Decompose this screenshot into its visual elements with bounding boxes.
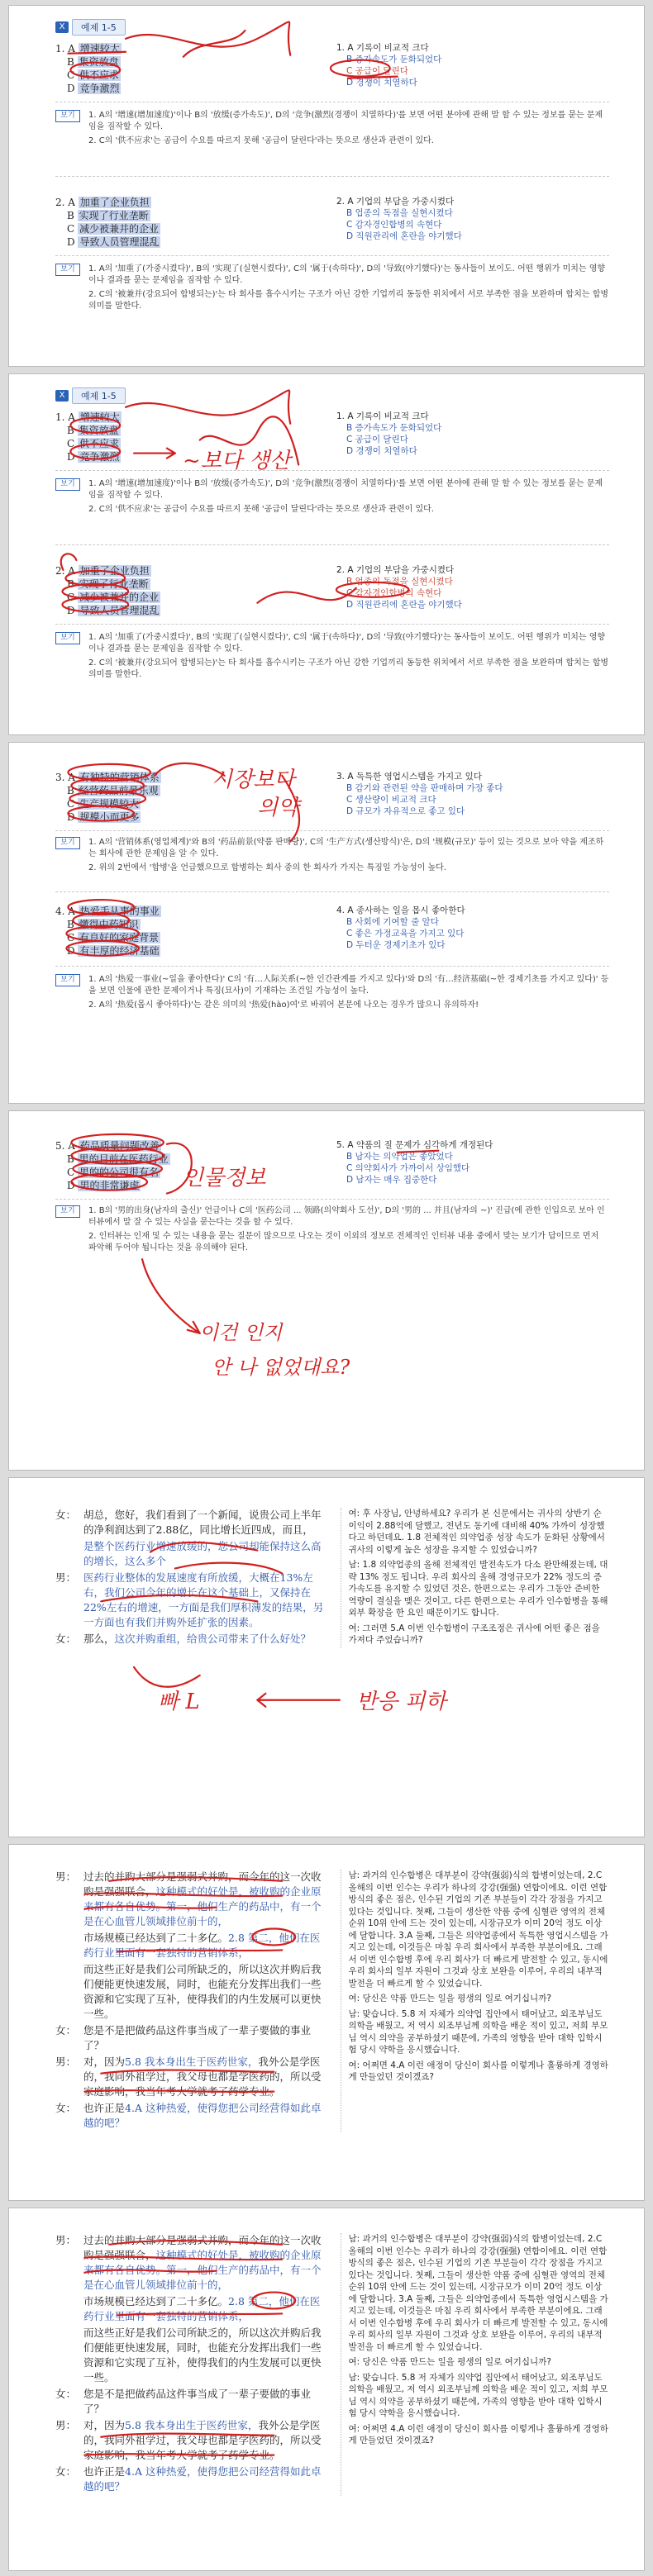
note-line: 2. C의 '供不应求'는 공급이 수요를 따르지 못해 '공급이 달린다'라는 뜻으로 생산과 관련이 있다.	[88, 136, 434, 145]
question-3	[55, 771, 609, 824]
question-1-choices	[55, 42, 320, 95]
handwritten-note: 시장보다	[212, 768, 295, 792]
dialog-line: 而这些正好是我们公司所缺乏的，所以这次并购后我们便能更快速发展，同时，也能充分发挥出我们一些资源和它实现了互补，使得我们的内生发展可以更快一些。	[83, 2326, 322, 2384]
note-line: 1. A의 '加重了(가중시켰다)', B의 '实现了(실현시켰다)', C의 '属于(속하다)', D의 '导致(야기했다)'는 동사들이 보이도. 어떤 행위가 미치는 영향이나 결과를 묻는 문제임을 짐작할 수 있다.	[88, 264, 606, 285]
handwritten-note: 인물정보	[183, 1166, 266, 1191]
choice-b: B 实现了行业垄断	[67, 578, 149, 590]
answer-option: D 경쟁이 치열하다	[346, 446, 417, 456]
note-line: 2. C의 '被兼并(강요되어 합병되는)'는 타 회사를 흡수시키는 구조가 아닌 강한 기업끼리 동등한 위치에서 서로 부족한 점을 보완하며 합치는 합병의미를 말한다.	[88, 290, 609, 311]
answer-option: C 좋은 가정교육을 가지고 있다	[346, 929, 465, 939]
note-label: 보기	[55, 478, 80, 491]
dialog-line: 男： 过去的并购大部分是强弱式并购，而今年的这一次收购是强强联合，这种模式的好处是，被收购的企业原来都有各自优势。第一，他们生产的药品中，有一个是在心血管儿领域排位前十的，	[55, 1870, 322, 1927]
choice-b: B 实现了行业垄断	[67, 210, 149, 221]
note-line: 1. A의 '热爱一事业(~일을 좋아한다)' C의 '有…人际关系(~한 인간관계를 가지고 있다)'와 D의 '有…经济基础(~한 경제기초를 가지고 있다)' 등을 보면 인물에 관한 문제이거나 특징(묘사)이 기재하는 조건일 가능성이 높다.	[88, 975, 609, 996]
question-1-answers	[336, 42, 609, 95]
question-1	[55, 42, 609, 95]
choice-a: 5. A 药品质量问题改善	[55, 1140, 160, 1152]
answer-option: D 규모가 자유적으로 좋고 있다	[346, 806, 465, 816]
note-1	[55, 110, 609, 150]
page-4	[8, 1110, 645, 1471]
choice-b: B 男的目前在医药行业	[67, 1153, 169, 1165]
note-line: 1. A의 '增速(增加速度)'이나 B의 '放缓(증가속도)', D의 '竞争(激烈(경쟁이 치열하다)'를 보면 어떤 분야에 관해 말 할 수 있는 정보를 묻는 문제임을 짐작할 수 있다.	[88, 111, 603, 131]
handwritten-note: 안 나 없었대요?	[212, 1356, 350, 1379]
dialog-2	[55, 1870, 609, 2132]
page-1	[8, 5, 645, 367]
choice-d: D 导致人员管理混乱	[67, 236, 160, 248]
page-3	[8, 742, 645, 1104]
question-2-choices	[55, 564, 320, 617]
dialog-3-chinese	[55, 2233, 324, 2496]
choice-d: D 导致人员管理混乱	[67, 605, 160, 616]
dialog-line: 男： 对，因为5.8 我本身出生于医药世家，我外公是学医的，我同外祖学过，我父母也都是学医药的，所以受家庭影响，我当年考大学就考了药学专业。	[55, 2419, 322, 2461]
dialog-2-chinese	[55, 1870, 324, 2132]
question-3-answers	[336, 771, 609, 824]
divider	[55, 470, 609, 471]
dialog-3	[55, 2233, 609, 2496]
note-line: 1. A의 '增速(增加速度)'이나 B의 '放缓(증가속도)', D의 '竞争(激烈(경쟁이 치열하다)'를 보면 어떤 분야에 관해 말 할 수 있는 정보를 묻는 문제임을 짐작할 수 있다.	[88, 479, 603, 500]
dialog-line: 男： 过去的并购大部分是强弱式并购，而今年的这一次收购是强强联合，这种模式的好处是，被收购的企业原来都有各自优势。第一，他们生产的药品中，有一个是在心血管儿领域排位前十的，	[55, 2234, 322, 2291]
answer-option: C 감자경인합병의 속현다	[346, 220, 442, 230]
handwritten-note: 빠 L	[158, 1690, 200, 1714]
dialog-line: 男： 医药行业整体的发展速度有所放缓，大概在13%左右，我们公司今年的增长在这个基础上，又保持在22%左右的增速，一方面是我们厚积薄发的结果，另一方面也有我们并购外延扩张的因素。	[55, 1571, 324, 1628]
choice-d: D 男的非常谦虚	[67, 1180, 140, 1191]
note-label: 보기	[55, 264, 80, 276]
answer-option: D 두터운 경제기초가 있다	[346, 940, 446, 950]
answer-option: B 증가속도가 둔화되었다	[346, 423, 442, 433]
question-2-answers	[336, 196, 609, 249]
answer-option: D 남자는 매우 집중한다	[346, 1175, 437, 1185]
question-2-choices	[55, 196, 320, 249]
answer-option: D 경쟁이 치열하다	[346, 78, 417, 88]
dialog-3-korean	[341, 2233, 609, 2496]
answer-option: B 업종의 독점을 실현시켰다	[346, 577, 453, 587]
note-line: 2. C의 '被兼并(강요되어 합병되는)'는 타 회사를 흡수시키는 구조가 아닌 강한 기업끼리 동등한 위치에서 서로 부족한 점을 보완하며 합치는 합병의미를 말한다.	[88, 658, 609, 679]
answer-option: B 증가속도가 둔화되었다	[346, 55, 442, 64]
choice-c: C 有良好的家庭背景	[67, 932, 160, 943]
note-3	[55, 837, 609, 877]
translation-line: 남: 맞습니다. 5.8 저 자체가 의약업 집안에서 태어났고, 외조부님도 의학을 배웠고, 저 역시 외조부님께 의학을 배운 적이 있고, 저희 부모님 역시 의약을 공부하셨기 때문에, 가족의 영향을 받아 대학 입학시험 당시 약학을 응시했습니다.	[348, 2372, 608, 2418]
note-line: 2. A의 '热爱(몹시 좋아하다)'는 같은 의미의 '热爱(hào)여'로 바꿔어 본문에 나오는 경우가 많으니 유의하자!	[88, 1000, 479, 1010]
example-tag	[55, 19, 126, 36]
answer-option: C 공급이 달린다	[346, 435, 408, 444]
dialog-1-chinese	[55, 1508, 324, 1648]
divider	[55, 624, 609, 625]
question-2-answers	[336, 564, 609, 617]
dialog-line: 女： 胡总，您好，我们看到了一个新闻，说贵公司上半年的净利润达到了2.88亿，同比增长近四成，而且，	[55, 1509, 322, 1536]
answer-option: D 직원관리에 혼란을 야기했다	[346, 600, 462, 610]
example-label: 예제 1-5	[72, 387, 126, 404]
note-line: 2. 인터뷰는 인재 및 수 있는 내용을 묻는 질문이 많으므로 나오는 것이 이외의 정보로 전체적인 인터뷰 내용 중에서 맞는 보기가 답이므로 먼저 파악해 두어야 됩니다는 것을 유의해야 된다.	[88, 1232, 599, 1252]
choice-d: D 竞争激烈	[67, 451, 120, 463]
answer-line: 1. A 기록이 비교적 크다	[336, 43, 429, 53]
choice-a: 3. A 有独特的营销体系	[55, 772, 160, 783]
translation-line: 남: 과거의 인수합병은 대부분이 강약(强弱)식의 합병이었는데, 2.C 올해의 이번 인수는 우리가 하나의 강강(强强) 연합이에요. 이런 연합 방식의 좋은 점은, 인수된 기업의 기존 부분들이 각각 장점을 가지고 있다는 것입니다. 첫째, 그들이 생산한 약품 중에 심혈관 영역의 전체 순위 10위 안에 드는 것이 있는데, 시장규모가 이미 20억 정도 이상에 달합니다. 3.A 둘째, 그들은 의약업종에서 독특한 영업시스템을 가지고 있는데, 이것들은 마침 우리 회사에서 부족한 부분이에요. 그래서 이번 인수합병 후에 우리 회사가 더 빠르게 발전할 수 있고, 동시에 우리 회사의 일부 자원이 그것과 상호 보완을 이루어, 우리의 내부적 발전을 더 빠르게 할 수 있었습니다.	[348, 1870, 608, 1989]
translation-line: 여: 그러면 5.A 이번 인수합병이 구조조정은 귀사에 어떤 좋은 점을 가져다 주었습니까?	[348, 1623, 600, 1645]
question-2	[55, 196, 609, 249]
page-2	[8, 373, 645, 735]
handwritten-note: 의약	[257, 796, 299, 820]
handwritten-note: 반응 피하	[356, 1690, 446, 1714]
example-mark-icon: X	[55, 21, 69, 33]
note-line: 2. 위의 2번에서 '합병'을 언급했으므로 합병하는 회사 중의 한 회사가 가지는 특징일 가능성이 높다.	[88, 863, 446, 872]
divider	[55, 1199, 609, 1200]
note-line: 1. B의 '男的出身(남자의 출신)' 언급이나 C의 '医药公司 ... 领路(의약회사 도선)', D의 '男的 ... 并且(남자의 ~)' 진급(에 관한 인입으로 보아 인터뷰에서 말 잘 수 있는 사실을 묻는다는 것을 할 수 있다.	[88, 1206, 605, 1227]
choice-c: C 减少被兼并的企业	[67, 592, 160, 603]
choice-a: 2. A 加重了企业负担	[55, 197, 150, 208]
choice-a: 4. A 热爱手从事的事业	[55, 905, 160, 917]
answer-option: C 공급이 달린다	[346, 66, 408, 76]
choice-b: B 懂得中药知识	[67, 919, 139, 930]
note-label: 보기	[55, 974, 80, 986]
page-6	[8, 1844, 645, 2201]
answer-option: C 의약회사가 가까이서 상임했다	[346, 1163, 470, 1173]
page-5	[8, 1477, 645, 1837]
dialog-line: 女： 也许正是4.A 这种热爱，使得您把公司经营得如此卓越的吧？	[55, 2465, 322, 2493]
choice-c: C 减少被兼并的企业	[67, 223, 160, 235]
dialog-line: 男： 对，因为5.8 我本身出生于医药世家，我外公是学医的，我同外祖学过，我父母也都是学医药的，所以受家庭影响，我当年考大学就考了药学专业。	[55, 2056, 322, 2098]
note-label: 보기	[55, 110, 80, 122]
note-label: 보기	[55, 837, 80, 849]
dialog-line: 而这些正好是我们公司所缺乏的，所以这次并购后我们便能更快速发展，同时，也能充分发挥出我们一些资源和它实现了互补，使得我们的内生发展可以更快一些。	[83, 1963, 322, 2020]
page-7	[8, 2208, 645, 2571]
translation-line: 남: 과거의 인수합병은 대부분이 강약(强弱)식의 합병이었는데, 2.C 올해의 이번 인수는 우리가 하나의 강강(强强) 연합이에요. 이런 연합 방식의 좋은 점은, 인수된 기업의 기존 부분들이 각각 장점을 가지고 있다는 것입니다. 첫째, 그들이 생산한 약품 중에 심혈관 영역의 전체 순위 10위 안에 드는 것이 있는데, 시장규모가 이미 20억 정도 이상에 달합니다. 3.A 둘째, 그들은 의약업종에서 독특한 영업시스템을 가지고 있는데, 이것들은 마침 우리 회사에서 부족한 부분이에요. 그래서 이번 인수합병 후에 우리 회사가 더 빠르게 발전할 수 있고, 동시에 우리 회사의 일부 자원이 그것과 상호 보완을 이루어, 우리의 내부적 발전을 더 빠르게 할 수 있었습니다.	[348, 2234, 608, 2352]
handwritten-note: ~보다 생산	[183, 449, 291, 473]
dialog-2-korean	[341, 1870, 609, 2132]
answer-line: 3. A 독특한 영업시스템을 가지고 있다	[336, 772, 482, 782]
translation-line: 남: 1.8 의약업종의 올해 전체적인 발전속도가 다소 완만해졌는데, 대략 13% 정도 됩니다. 우리 회사의 올해 경영규모가 22% 정도의 증가속도를 유지할 수 있었던 것은, 한편으로는 우리가 그동안 준비한 역량이 결실을 맺은 것이고, 다른 한편으로는 우리가 인수합병을 통해 외부 확장을 한 요인 때문이기도 합니다.	[348, 1560, 608, 1618]
dialog-line: 市场规模已经达到了二十多亿。2.8 第二，他们在医药行业里面有一套独特的营销体系，	[83, 2295, 321, 2322]
translation-line: 여: 어쩌면 4.A 이런 애정이 당신이 회사를 이렇게나 훌륭하게 경영하게 만들었던 것이겠죠?	[348, 2423, 608, 2445]
choice-a: 1. A 增速较大	[55, 43, 120, 55]
question-5-answers	[336, 1139, 609, 1192]
choice-c: C 供不应求	[67, 69, 120, 81]
choice-a: 1. A 增速较大	[55, 411, 120, 423]
note-label: 보기	[55, 1205, 80, 1218]
answer-line: 5. A 약품의 질 문제가 심각하게 개정된다	[336, 1140, 493, 1150]
dialog-line: 女： 那么，这次并购重组，给贵公司带来了什么好处？	[55, 1633, 312, 1645]
answer-line: 2. A 기업의 부담을 가중시켰다	[336, 197, 455, 207]
answer-line: 1. A 기록이 비교적 크다	[336, 411, 429, 421]
handwritten-note: 이건 인지	[199, 1321, 283, 1344]
dialog-line: 女： 也许正是4.A 这种热爱，使得您把公司经营得如此卓越的吧？	[55, 2102, 322, 2129]
choice-a: 2. A 加重了企业负担	[55, 565, 150, 577]
question-1	[55, 411, 609, 463]
choice-c: C 生产规模较大	[67, 798, 140, 810]
note-2	[55, 632, 609, 683]
choice-c: C 供不应求	[67, 438, 120, 449]
choice-d: D 规模小而更多	[67, 811, 140, 823]
choice-c: C 男的的公司很有名	[67, 1167, 160, 1178]
question-4-choices	[55, 905, 320, 958]
question-1-answers	[336, 411, 609, 463]
translation-line: 여: 어쩌면 4.A 이런 애정이 당신이 회사를 이렇게나 훌륭하게 경영하게 만들었던 것이겠죠?	[348, 2060, 608, 2082]
dialog-1-korean	[341, 1508, 609, 1648]
answer-line: 2. A 기업의 부담을 가중시켰다	[336, 565, 455, 575]
dialog-line: 女： 您是不是把做药品这件事当成了一辈子要做的事业了？	[55, 2388, 312, 2415]
answer-option: B 감기와 관련된 약을 판매하며 가장 좋다	[346, 783, 503, 793]
example-mark-icon: X	[55, 390, 69, 402]
dialog-1	[55, 1508, 609, 1648]
question-2	[55, 564, 609, 617]
answer-option: C 생산량이 비교적 크다	[346, 795, 436, 805]
answer-option: D 직원관리에 혼란을 야기했다	[346, 231, 462, 241]
divider	[55, 176, 609, 177]
question-4-answers	[336, 905, 609, 958]
answer-option: B 사회에 기여할 줄 알다	[346, 917, 439, 927]
divider	[55, 891, 609, 892]
question-5	[55, 1139, 609, 1192]
choice-b: B 集资放盘	[67, 56, 119, 68]
answer-option: C 감자경인합병의 속현다	[346, 588, 442, 598]
answer-option: B 남자는 의약업은 좋았었다	[346, 1152, 453, 1162]
note-1	[55, 478, 609, 518]
choice-d: D 竞争激烈	[67, 83, 120, 94]
divider	[55, 544, 609, 545]
dialog-line: 女： 您是不是把做药品这件事当成了一辈子要做的事业了？	[55, 2024, 312, 2051]
translation-line: 여: 당신은 약품 만드는 일을 평생의 일로 여기십니까?	[348, 1994, 551, 2003]
choice-b: B 集资放盘	[67, 425, 119, 436]
dialog-line: 市场规模已经达到了二十多亿。2.8 第二，他们在医药行业里面有一套独特的营销体系，	[83, 1932, 321, 1959]
divider	[55, 966, 609, 967]
dialog-line: 是整个医药行业增速放缓的，您公司却能保持这么高的增长，这么多个	[83, 1540, 322, 1567]
translation-line: 여: 후 사장님, 안녕하세요? 우리가 본 신문에서는 귀사의 상반기 순이익이 2.88억에 달했고, 전년도 동기에 대비해 40% 가까이 성장했다고 하던데요. 1.8 전체적인 의약업종 성장 속도가 둔화된 상황에서 귀사의 이렇게 높은 성장을 유지할 수 있었습니까?	[348, 1509, 605, 1555]
note-5	[55, 1205, 609, 1257]
note-line: 1. A의 '加重了(가중시켰다)', B의 '实现了(실현시켰다)', C의 '属于(속하다)', D의 '导致(야기했다)'는 동사들이 보이도. 어떤 행위가 미치는 영향이나 결과를 묻는 문제임을 짐작할 수 있다.	[88, 633, 606, 654]
answer-line: 4. A 종사하는 일을 몹시 좋아한다	[336, 905, 465, 915]
example-tag	[55, 387, 126, 404]
divider	[55, 255, 609, 256]
question-4	[55, 905, 609, 958]
note-line: 1. A의 '营销体系(영업체계)'와 B의 '药品前景(약품 판매량)', C의 '生产方式(생산방식)'은, D의 '规模(규모)' 등이 있는 것으로 보아 약을 제조하는 회사에 관한 문제임을 알 수 있다.	[88, 838, 604, 858]
choice-d: D 有丰厚的经济基础	[67, 945, 160, 957]
translation-line: 남: 맞습니다. 5.8 저 자체가 의약업 집안에서 태어났고, 외조부님도 의학을 배웠고, 저 역시 외조부님께 의학을 배운 적이 있고, 저희 부모님 역시 의약을 공부하셨기 때문에, 가족의 영향을 받아 대학 입학시험 당시 약학을 응시했습니다.	[348, 2008, 608, 2055]
note-2	[55, 264, 609, 315]
note-line: 2. C의 '供不应求'는 공급이 수요를 따르지 못해 '공급이 달린다'라는 뜻으로 생산과 관련이 있다.	[88, 505, 434, 514]
example-label: 예제 1-5	[72, 19, 126, 36]
translation-line: 여: 당신은 약품 만드는 일을 평생의 일로 여기십니까?	[348, 2357, 551, 2367]
note-label: 보기	[55, 632, 80, 644]
divider	[55, 830, 609, 831]
note-4	[55, 974, 609, 1014]
answer-option: B 업종의 독점을 실현시켰다	[346, 208, 453, 218]
choice-b: B 经营药品前景乐观	[67, 785, 159, 796]
